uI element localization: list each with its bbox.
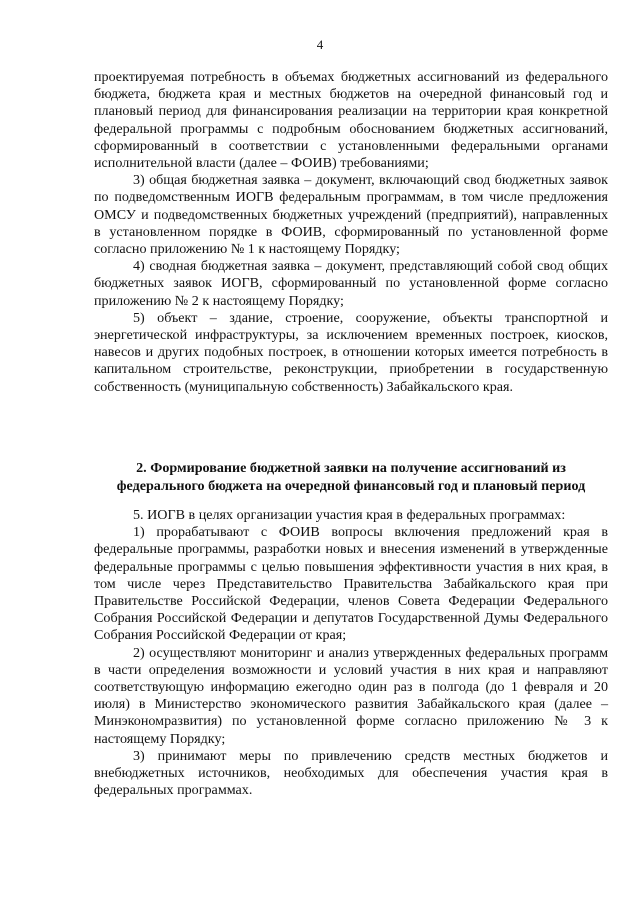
page-number: 4 [316,37,324,52]
paragraph-5-item-3: 3) принимают меры по привлечению средств местных бюджетов и внебюджетных источников, необходимых для обеспечения участия края в федеральных программах. [94,747,608,799]
paragraph-5-item-1: 1) прорабатывают с ФОИВ вопросы включения предложений края в федеральные программы, разработки новых и внесения изменений в утвержденные федеральные программы с целью повышения эффективности участия в них края, в том числе через Представительство Правительства Забайкальского края при Правительстве Российской Федерации, членов Совета Федерации Федерального Собрания Российской Федерации и депутатов Государственной Думы Федерального Собрания Российской Федерации от края; [94,524,608,644]
section-2-body [94,507,608,799]
paragraph-2-continuation: проектируемая потребность в объемах бюджетных ассигнований из федерального бюджета, бюджета края и местных бюджетов на очередной финансовый год и плановый период для финансирования реализации на территории края конкретной федеральной программы с подробным обоснованием бюджетных ассигнований, сформированный в соответствии с установленными федеральными органами исполнительной власти (далее – ФОИВ) требованиями; [94,69,608,172]
section-heading-line-2: федерального бюджета на очередной финансовый год и плановый период [116,478,586,494]
section-heading-line-1: 2. Формирование бюджетной заявки на получение ассигнований из [136,460,566,476]
paragraph-5: 5. ИОГВ в целях организации участия края в федеральных программах: [133,507,566,523]
paragraph-item-4: 4) сводная бюджетная заявка – документ, представляющий собой свод общих бюджетных заявок ИОГВ, сформированный по установленной форме согласно приложению № 2 к настоящему Порядку; [94,258,608,309]
definitions-block [94,69,608,396]
paragraph-item-5: 5) объект – здание, строение, сооружение, объекты транспортной и энергетической инфраструктуры, за исключением временных построек, киосков, навесов и других подобных построек, в отношении которых имеется потребность в капитальном строительстве, реконструкции, приобретении в государственную собственность (муниципальную собственность) Забайкальского края. [94,309,608,395]
paragraph-item-3: 3) общая бюджетная заявка – документ, включающий свод бюджетных заявок по подведомственным ИОГВ федеральным программам, в том числе предложения ОМСУ и подведомственных бюджетных учреждений (предприятий), направленных в установленном порядке в ФОИВ, сформированный по установленной форме согласно приложению № 1 к настоящему Порядку; [94,172,608,258]
section-2-heading [94,459,608,495]
paragraph-5-item-2: 2) осуществляют мониторинг и анализ утвержденных федеральных программ в части определения возможности и условий участия в них края и направляют соответствующую информацию ежегодно один раз в полгода (до 1 февраля и 20 июля) в Министерство экономического развития Забайкальского края (далее – Минэкономразвития) по установленной форме согласно приложению № 3 к настоящему Порядку; [94,644,608,747]
